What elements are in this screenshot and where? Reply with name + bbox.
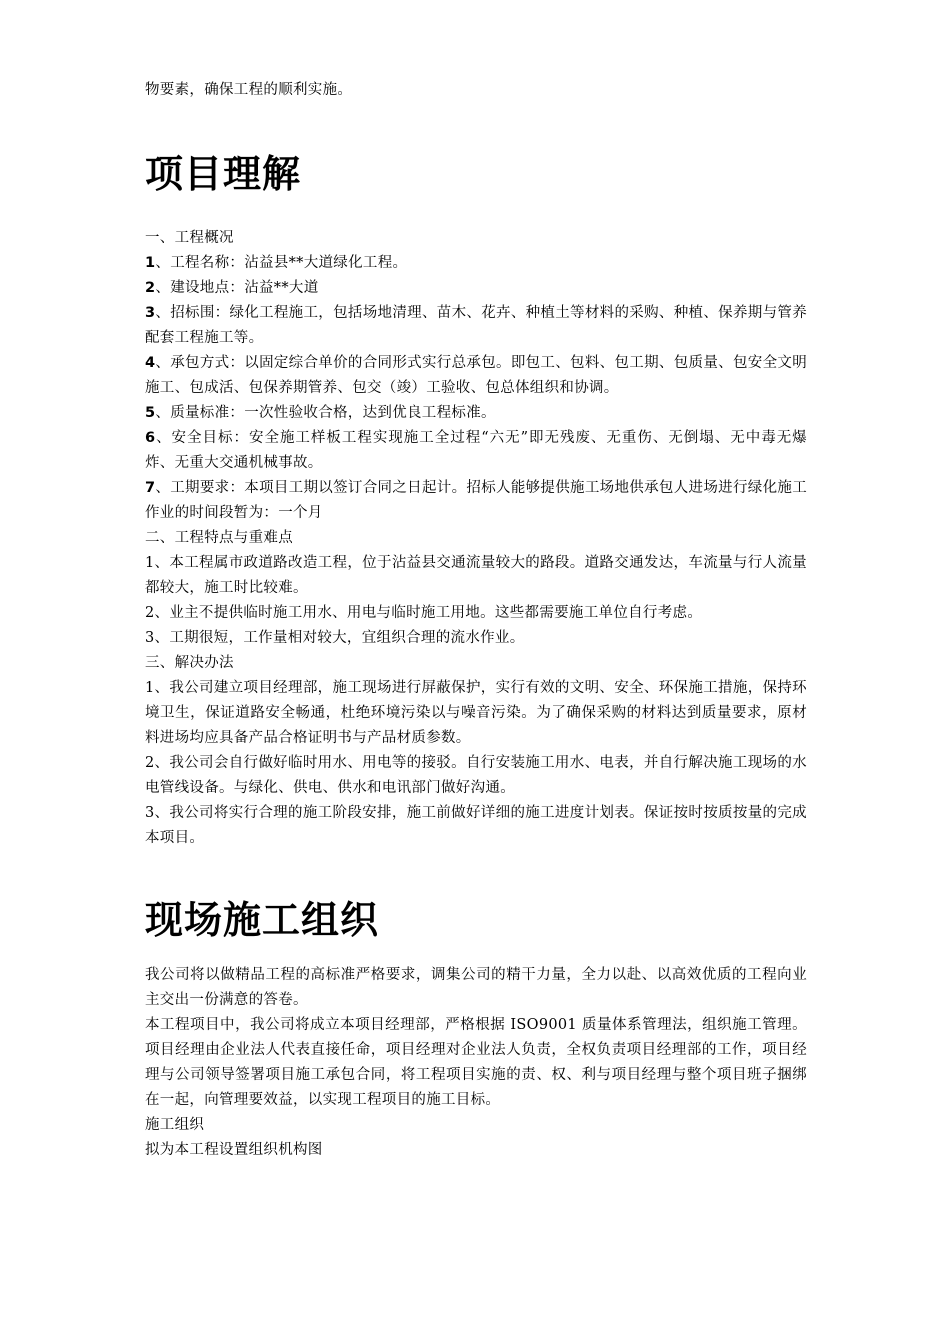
list-item-project-name: 1、工程名称：沾益县**大道绿化工程。 xyxy=(145,255,408,271)
list-item-contract-method: 4、承包方式：以固定综合单价的合同形式实行总承包。即包工、包料、包工期、包质量、包安全文明施工、包成活、包保养期管养、包交（竣）工验收、包总体组织和协调。 xyxy=(145,355,807,396)
feature-item-1: 1、本工程属市政道路改造工程，位于沾益县交通流量较大的路段。道路交通发达，车流量与行人流量都较大，施工时比较难。 xyxy=(145,555,807,596)
organization-subheading: 施工组织 xyxy=(145,1117,205,1133)
list-item-quality-standard: 5、质量标准：一次性验收合格，达到优良工程标准。 xyxy=(145,405,496,421)
organization-paragraph-2: 本工程项目中，我公司将成立本项目经理部，严格根据 ISO9001 质量体系管理法，组织施工管理。项目经理由企业法人代表直接任命，项目经理对企业法人负责，全权负责项目经理部的工作，项目经理与公司领导签署项目施工承包合同，将工程项目实施的责、权、利与项目经理与整个项目班子捆绑在一起，向管理要效益，以实现工程项目的施工目标。 xyxy=(145,1017,807,1108)
overview-heading: 一、工程概况 xyxy=(145,230,234,246)
list-item-safety-target: 6、安全目标：安全施工样板工程实现施工全过程“六无”即无残废、无重伤、无倒塌、无中毒无爆炸、无重大交通机械事故。 xyxy=(145,430,807,471)
organization-chart-caption: 拟为本工程设置组织机构图 xyxy=(145,1142,323,1158)
project-understanding-content xyxy=(145,226,807,851)
document-page xyxy=(145,78,807,1163)
site-organization-content xyxy=(145,963,807,1163)
list-item-location: 2、建设地点：沾益**大道 xyxy=(145,280,319,296)
solution-item-2: 2、我公司会自行做好临时用水、用电等的接驳。自行安装施工用水、电表，并自行解决施工现场的水电管线设备。与绿化、供电、供水和电讯部门做好沟通。 xyxy=(145,755,807,796)
section-heading-site-organization: 现场施工组织 xyxy=(145,898,380,942)
feature-item-2: 2、业主不提供临时施工用水、用电与临时施工用地。这些都需要施工单位自行考虑。 xyxy=(145,605,703,621)
list-item-schedule: 7、工期要求：本项目工期以签订合同之日起计。招标人能够提供施工场地供承包人进场进行绿化施工作业的时间段暂为：一个月 xyxy=(145,480,807,521)
list-item-scope: 3、招标围：绿化工程施工，包括场地清理、苗木、花卉、种植土等材料的采购、种植、保养期与管养配套工程施工等。 xyxy=(145,305,807,346)
solutions-heading: 三、解决办法 xyxy=(145,655,234,671)
section-heading-project-understanding: 项目理解 xyxy=(145,152,302,196)
organization-paragraph-1: 我公司将以做精品工程的高标准严格要求，调集公司的精干力量，全力以赴、以高效优质的工程向业主交出一份满意的答卷。 xyxy=(145,967,807,1008)
solution-item-3: 3、我公司将实行合理的施工阶段安排，施工前做好详细的施工进度计划表。保证按时按质按量的完成本项目。 xyxy=(145,805,807,846)
features-heading: 二、工程特点与重难点 xyxy=(145,530,293,546)
solution-item-1: 1、我公司建立项目经理部，施工现场进行屏蔽保护，实行有效的文明、安全、环保施工措施，保持环境卫生，保证道路安全畅通，杜绝环境污染以与噪音污染。为了确保采购的材料达到质量要求，原材料进场均应具备产品合格证明书与产品材质参数。 xyxy=(145,680,807,746)
intro-paragraph: 物要素，确保工程的顺利实施。 xyxy=(145,82,353,98)
feature-item-3: 3、工期很短，工作量相对较大，宜组织合理的流水作业。 xyxy=(145,630,525,646)
